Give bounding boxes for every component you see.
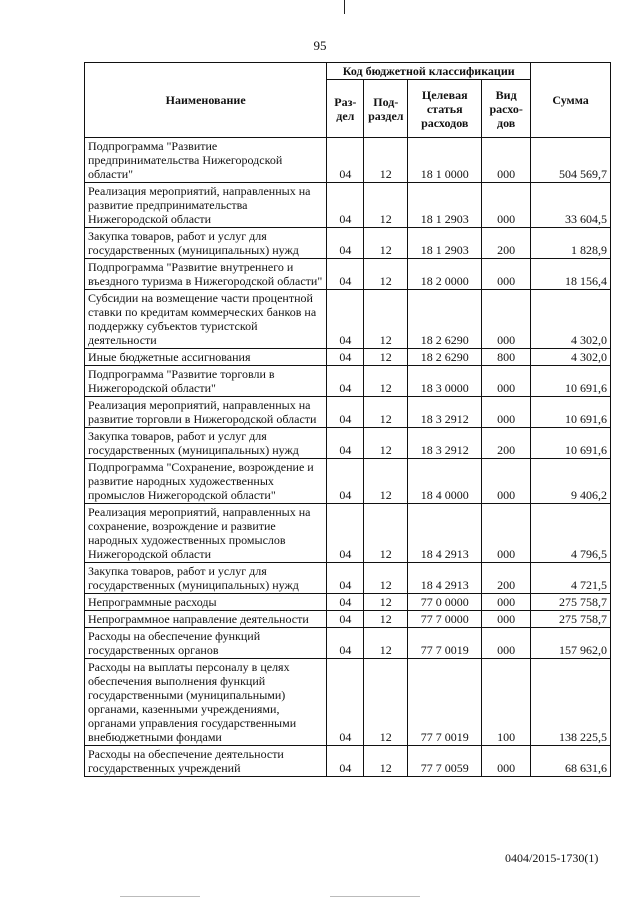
cell-summa: 504 569,7: [531, 138, 611, 183]
cell-name: Иные бюджетные ассигнования: [85, 349, 327, 366]
cell-vid: 000: [482, 611, 531, 628]
cell-podrazdel: 12: [364, 259, 408, 290]
cell-celevaya: 18 4 2913: [408, 563, 482, 594]
cell-name: Субсидии на возмещение части процентной ставки по кредитам коммерческих банков на поддержку субъектов туристской деятельности: [85, 290, 327, 349]
table-row: [85, 746, 611, 777]
cell-razdel: 04: [327, 349, 364, 366]
cell-name: Расходы на выплаты персоналу в целях обеспечения выполнения функций государственными (муниципальными) органами, казенными учреждениями, органами управления государственными внебюджетными фондами: [85, 659, 327, 746]
cell-summa: 157 962,0: [531, 628, 611, 659]
cell-podrazdel: 12: [364, 428, 408, 459]
cell-vid: 200: [482, 563, 531, 594]
cell-celevaya: 18 3 2912: [408, 428, 482, 459]
budget-table: [84, 62, 611, 777]
cell-podrazdel: 12: [364, 563, 408, 594]
cell-name: Закупка товаров, работ и услуг для государственных (муниципальных) нужд: [85, 428, 327, 459]
cell-summa: 9 406,2: [531, 459, 611, 504]
table-row: [85, 290, 611, 349]
scan-edge-mark: [120, 896, 200, 897]
cell-summa: 18 156,4: [531, 259, 611, 290]
scan-edge-mark: [330, 896, 420, 897]
cell-summa: 4 796,5: [531, 504, 611, 563]
cell-celevaya: 18 4 0000: [408, 459, 482, 504]
table-row: [85, 594, 611, 611]
cell-celevaya: 18 1 0000: [408, 138, 482, 183]
cell-summa: 10 691,6: [531, 366, 611, 397]
cell-name: Закупка товаров, работ и услуг для государственных (муниципальных) нужд: [85, 228, 327, 259]
cell-podrazdel: 12: [364, 628, 408, 659]
cell-razdel: 04: [327, 228, 364, 259]
cell-vid: 800: [482, 349, 531, 366]
cell-name: Подпрограмма "Сохранение, возрождение и развитие народных художественных промыслов Нижегородской области": [85, 459, 327, 504]
cell-vid: 000: [482, 594, 531, 611]
cell-summa: 33 604,5: [531, 183, 611, 228]
table-row: [85, 228, 611, 259]
cell-summa: 138 225,5: [531, 659, 611, 746]
cell-razdel: 04: [327, 659, 364, 746]
cell-vid: 200: [482, 428, 531, 459]
cell-celevaya: 18 2 6290: [408, 349, 482, 366]
header-classification-group: Код бюджетной классификации: [327, 63, 531, 80]
table-row: [85, 459, 611, 504]
cell-name: Расходы на обеспечение деятельности государственных учреждений: [85, 746, 327, 777]
cell-name: Непрограммное направление деятельности: [85, 611, 327, 628]
cell-name: Закупка товаров, работ и услуг для государственных (муниципальных) нужд: [85, 563, 327, 594]
table-row: [85, 349, 611, 366]
cell-celevaya: 18 2 6290: [408, 290, 482, 349]
cell-name: Реализация мероприятий, направленных на развитие предпринимательства Нижегородской области: [85, 183, 327, 228]
cell-vid: 000: [482, 138, 531, 183]
table-row: [85, 628, 611, 659]
cell-podrazdel: 12: [364, 746, 408, 777]
scan-top-mark: [344, 0, 345, 14]
cell-vid: 000: [482, 504, 531, 563]
cell-name: Подпрограмма "Развитие предпринимательства Нижегородской области": [85, 138, 327, 183]
cell-celevaya: 18 3 2912: [408, 397, 482, 428]
cell-name: Непрограммные расходы: [85, 594, 327, 611]
table-row: [85, 183, 611, 228]
cell-summa: 10 691,6: [531, 397, 611, 428]
document-code: 0404/2015-1730(1): [505, 851, 599, 865]
cell-vid: 000: [482, 628, 531, 659]
cell-summa: 4 721,5: [531, 563, 611, 594]
cell-razdel: 04: [327, 428, 364, 459]
cell-razdel: 04: [327, 594, 364, 611]
cell-vid: 200: [482, 228, 531, 259]
cell-name: Расходы на обеспечение функций государственных органов: [85, 628, 327, 659]
cell-summa: 4 302,0: [531, 290, 611, 349]
cell-vid: 000: [482, 746, 531, 777]
cell-razdel: 04: [327, 563, 364, 594]
table-row: [85, 659, 611, 746]
cell-summa: 10 691,6: [531, 428, 611, 459]
header-podrazdel: Под- раздел: [364, 80, 408, 138]
table-body: [85, 138, 611, 777]
cell-celevaya: 77 7 0019: [408, 659, 482, 746]
table-row: [85, 504, 611, 563]
cell-summa: 68 631,6: [531, 746, 611, 777]
cell-vid: 000: [482, 290, 531, 349]
cell-podrazdel: 12: [364, 183, 408, 228]
table-row: [85, 563, 611, 594]
cell-vid: 000: [482, 366, 531, 397]
cell-celevaya: 18 1 2903: [408, 183, 482, 228]
cell-razdel: 04: [327, 290, 364, 349]
cell-celevaya: 77 7 0059: [408, 746, 482, 777]
cell-vid: 000: [482, 183, 531, 228]
cell-name: Подпрограмма "Развитие внутреннего и въездного туризма в Нижегородской области": [85, 259, 327, 290]
cell-vid: 000: [482, 397, 531, 428]
cell-podrazdel: 12: [364, 228, 408, 259]
cell-summa: 4 302,0: [531, 349, 611, 366]
cell-podrazdel: 12: [364, 349, 408, 366]
cell-name: Реализация мероприятий, направленных на сохранение, возрождение и развитие народных художественных промыслов Нижегородской области: [85, 504, 327, 563]
table-row: [85, 259, 611, 290]
cell-razdel: 04: [327, 366, 364, 397]
cell-podrazdel: 12: [364, 290, 408, 349]
header-celevaya: Целевая статья расходов: [408, 80, 482, 138]
cell-razdel: 04: [327, 504, 364, 563]
cell-razdel: 04: [327, 611, 364, 628]
header-summa: Сумма: [531, 63, 611, 138]
table-row: [85, 611, 611, 628]
cell-podrazdel: 12: [364, 397, 408, 428]
cell-celevaya: 18 2 0000: [408, 259, 482, 290]
cell-razdel: 04: [327, 183, 364, 228]
cell-razdel: 04: [327, 459, 364, 504]
cell-summa: 1 828,9: [531, 228, 611, 259]
cell-name: Подпрограмма "Развитие торговли в Нижегородской области": [85, 366, 327, 397]
cell-summa: 275 758,7: [531, 611, 611, 628]
header-name: Наименование: [85, 63, 327, 138]
cell-vid: 000: [482, 259, 531, 290]
cell-razdel: 04: [327, 628, 364, 659]
table-row: [85, 138, 611, 183]
header-razdel: Раз- дел: [327, 80, 364, 138]
cell-razdel: 04: [327, 138, 364, 183]
cell-podrazdel: 12: [364, 459, 408, 504]
cell-celevaya: 77 7 0000: [408, 611, 482, 628]
table-row: [85, 428, 611, 459]
cell-podrazdel: 12: [364, 659, 408, 746]
cell-podrazdel: 12: [364, 138, 408, 183]
page-number: 95: [313, 38, 327, 53]
cell-vid: 000: [482, 459, 531, 504]
cell-razdel: 04: [327, 397, 364, 428]
cell-celevaya: 77 7 0019: [408, 628, 482, 659]
cell-summa: 275 758,7: [531, 594, 611, 611]
cell-celevaya: 18 1 2903: [408, 228, 482, 259]
cell-podrazdel: 12: [364, 504, 408, 563]
cell-celevaya: 18 4 2913: [408, 504, 482, 563]
table-header: [85, 63, 611, 138]
cell-vid: 100: [482, 659, 531, 746]
cell-podrazdel: 12: [364, 611, 408, 628]
cell-razdel: 04: [327, 746, 364, 777]
table-row: [85, 366, 611, 397]
table-row: [85, 397, 611, 428]
cell-podrazdel: 12: [364, 366, 408, 397]
cell-razdel: 04: [327, 259, 364, 290]
cell-celevaya: 18 3 0000: [408, 366, 482, 397]
cell-name: Реализация мероприятий, направленных на развитие торговли в Нижегородской области: [85, 397, 327, 428]
header-vid: Вид расхо- дов: [482, 80, 531, 138]
cell-celevaya: 77 0 0000: [408, 594, 482, 611]
cell-podrazdel: 12: [364, 594, 408, 611]
